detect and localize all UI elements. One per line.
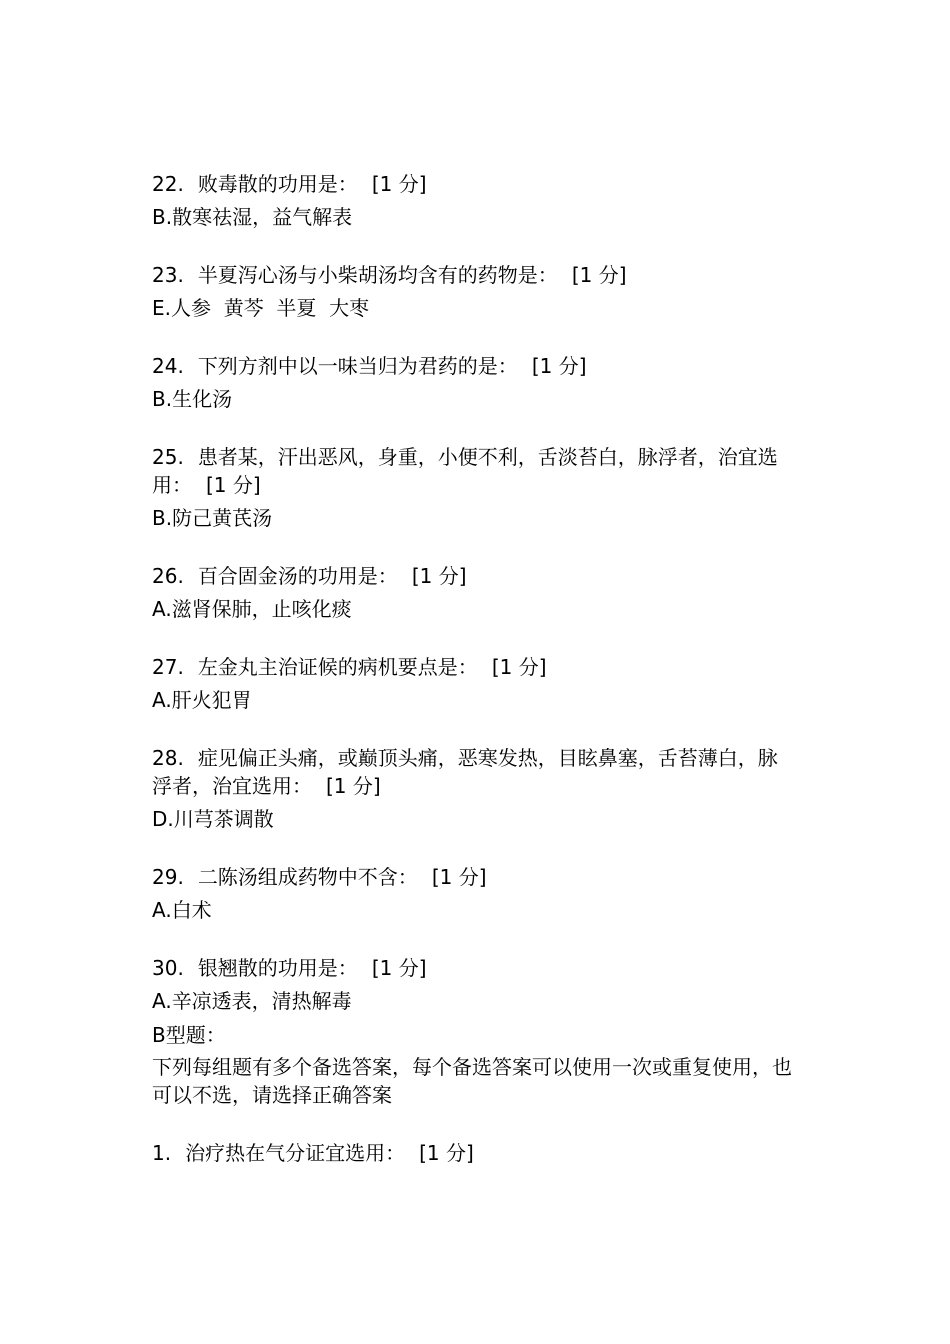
question-number: 1. (152, 1141, 172, 1165)
question-number: 23. (152, 263, 184, 287)
question-text (152, 352, 792, 380)
question-text (152, 170, 792, 198)
document-page (152, 170, 792, 1197)
question-score: [1 分] (326, 774, 381, 798)
question-answer: D.川芎茶调散 (152, 807, 274, 831)
question-stem: 症见偏正头痛，或巅顶头痛，恶寒发热，目眩鼻塞，舌苔薄白，脉浮者，治宜选用： (152, 746, 778, 798)
question-score: [1 分] (371, 172, 427, 196)
question-26 (152, 562, 792, 623)
question-stem: 治疗热在气分证宜选用： (185, 1141, 406, 1165)
question-stem: 左金丸主治证候的病机要点是： (197, 655, 478, 679)
question-28 (152, 744, 792, 833)
question-29 (152, 863, 792, 924)
question-number: 22. (152, 172, 184, 196)
question-score: [1 分] (491, 655, 547, 679)
question-score: [1 分] (431, 865, 487, 889)
question-score: [1 分] (531, 354, 587, 378)
question-answer: B.生化汤 (152, 387, 233, 411)
question-stem: 败毒散的功用是： (197, 172, 358, 196)
question-answer: A.白术 (152, 898, 212, 922)
question-stem: 患者某，汗出恶风，身重，小便不利，舌淡苔白，脉浮者，治宜选用： (152, 445, 778, 497)
question-number: 27. (152, 655, 184, 679)
question-stem: 半夏泻心汤与小柴胡汤均含有的药物是： (197, 263, 558, 287)
question-answer: E.人参 黄芩 半夏 大枣 (152, 296, 370, 320)
question-30 (152, 954, 792, 1015)
question-number: 26. (152, 564, 184, 588)
question-22 (152, 170, 792, 231)
b-question-1 (152, 1139, 792, 1167)
question-score: [1 分] (411, 564, 467, 588)
question-text (152, 562, 792, 590)
question-number: 25. (152, 445, 184, 469)
section-b (152, 1021, 792, 1109)
question-text (152, 863, 792, 891)
question-score: [1 分] (371, 956, 427, 980)
question-score: [1 分] (419, 1141, 474, 1165)
question-stem: 二陈汤组成药物中不含： (197, 865, 418, 889)
question-number: 30. (152, 956, 184, 980)
question-25 (152, 443, 792, 532)
question-stem: 百合固金汤的功用是： (197, 564, 398, 588)
question-number: 24. (152, 354, 184, 378)
question-number: 29. (152, 865, 184, 889)
question-text (152, 261, 792, 289)
question-score: [1 分] (571, 263, 627, 287)
question-score: [1 分] (206, 473, 261, 497)
question-answer: A.肝火犯胃 (152, 688, 252, 712)
question-answer: A.滋肾保肺，止咳化痰 (152, 597, 352, 621)
question-23 (152, 261, 792, 322)
question-answer: B.散寒祛湿，益气解表 (152, 205, 353, 229)
question-number: 28. (152, 746, 184, 770)
question-stem: 下列方剂中以一味当归为君药的是： (197, 354, 518, 378)
question-24 (152, 352, 792, 413)
question-stem: 银翘散的功用是： (197, 956, 358, 980)
section-title: B型题： (152, 1023, 226, 1047)
question-text (152, 443, 792, 499)
question-text (152, 1139, 792, 1167)
question-27 (152, 653, 792, 714)
question-text (152, 954, 792, 982)
question-answer: B.防己黄芪汤 (152, 506, 273, 530)
question-answer: A.辛凉透表，清热解毒 (152, 989, 352, 1013)
question-text (152, 744, 792, 800)
question-text (152, 653, 792, 681)
section-description: 下列每组题有多个备选答案，每个备选答案可以使用一次或重复使用，也可以不选，请选择正确答案 (152, 1055, 792, 1107)
